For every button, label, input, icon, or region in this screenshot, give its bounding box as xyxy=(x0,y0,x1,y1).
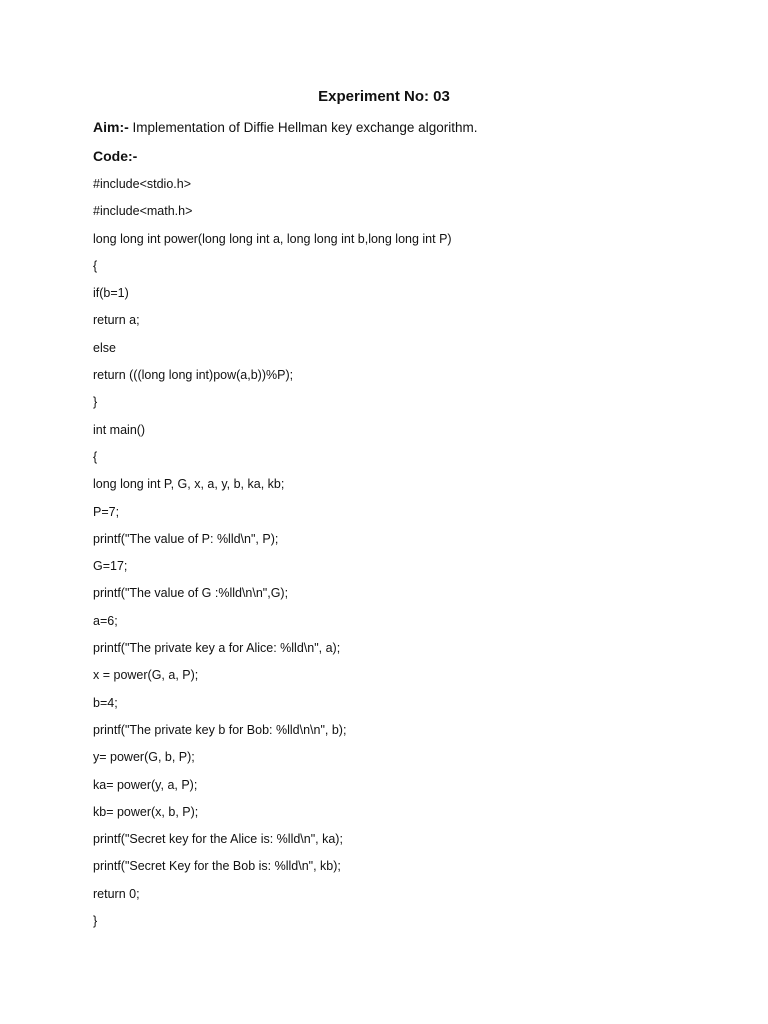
code-line: printf("The private key b for Bob: %lld\n\n", b); xyxy=(93,722,347,737)
code-line: return (((long long int)pow(a,b))%P); xyxy=(93,368,294,383)
aim-text: Implementation of Diffie Hellman key exchange algorithm. xyxy=(128,120,478,135)
code-line: else xyxy=(93,340,116,355)
code-line: printf("Secret Key for the Bob is: %lld\n", kb); xyxy=(93,859,341,874)
code-line: } xyxy=(93,395,98,410)
code-line: printf("Secret key for the Alice is: %lld\n", ka); xyxy=(93,832,343,847)
code-line: #include<stdio.h> xyxy=(93,177,191,191)
code-line: { xyxy=(93,449,98,464)
code-line: y= power(G, b, P); xyxy=(93,750,195,765)
code-listing xyxy=(93,173,452,937)
code-line: P=7; xyxy=(93,504,120,519)
code-line: kb= power(x, b, P); xyxy=(93,804,199,819)
aim-label: Aim:- xyxy=(93,119,129,135)
code-line: return 0; xyxy=(93,886,140,901)
aim-paragraph xyxy=(93,116,477,139)
code-line: G=17; xyxy=(93,559,128,574)
code-line: return a; xyxy=(93,313,140,328)
code-line: printf("The value of P: %lld\n", P); xyxy=(93,531,279,546)
code-line: printf("The private key a for Alice: %lld\n", a); xyxy=(93,641,341,656)
code-line: long long int P, G, x, a, y, b, ka, kb; xyxy=(93,477,285,492)
code-line: printf("The value of G :%lld\n\n",G); xyxy=(93,586,289,601)
code-line: x = power(G, a, P); xyxy=(93,668,199,683)
code-line: a=6; xyxy=(93,613,118,628)
code-line: int main() xyxy=(93,422,146,437)
code-line: { xyxy=(93,258,98,273)
code-line: #include<math.h> xyxy=(93,204,193,219)
code-line: b=4; xyxy=(93,695,118,710)
code-line: if(b=1) xyxy=(93,286,129,301)
code-line: long long int power(long long int a, long long int b,long long int P) xyxy=(93,231,452,246)
code-heading: Code:- xyxy=(93,148,138,164)
code-line: ka= power(y, a, P); xyxy=(93,777,198,792)
code-line: } xyxy=(93,914,98,929)
page-title: Experiment No: 03 xyxy=(318,88,450,105)
